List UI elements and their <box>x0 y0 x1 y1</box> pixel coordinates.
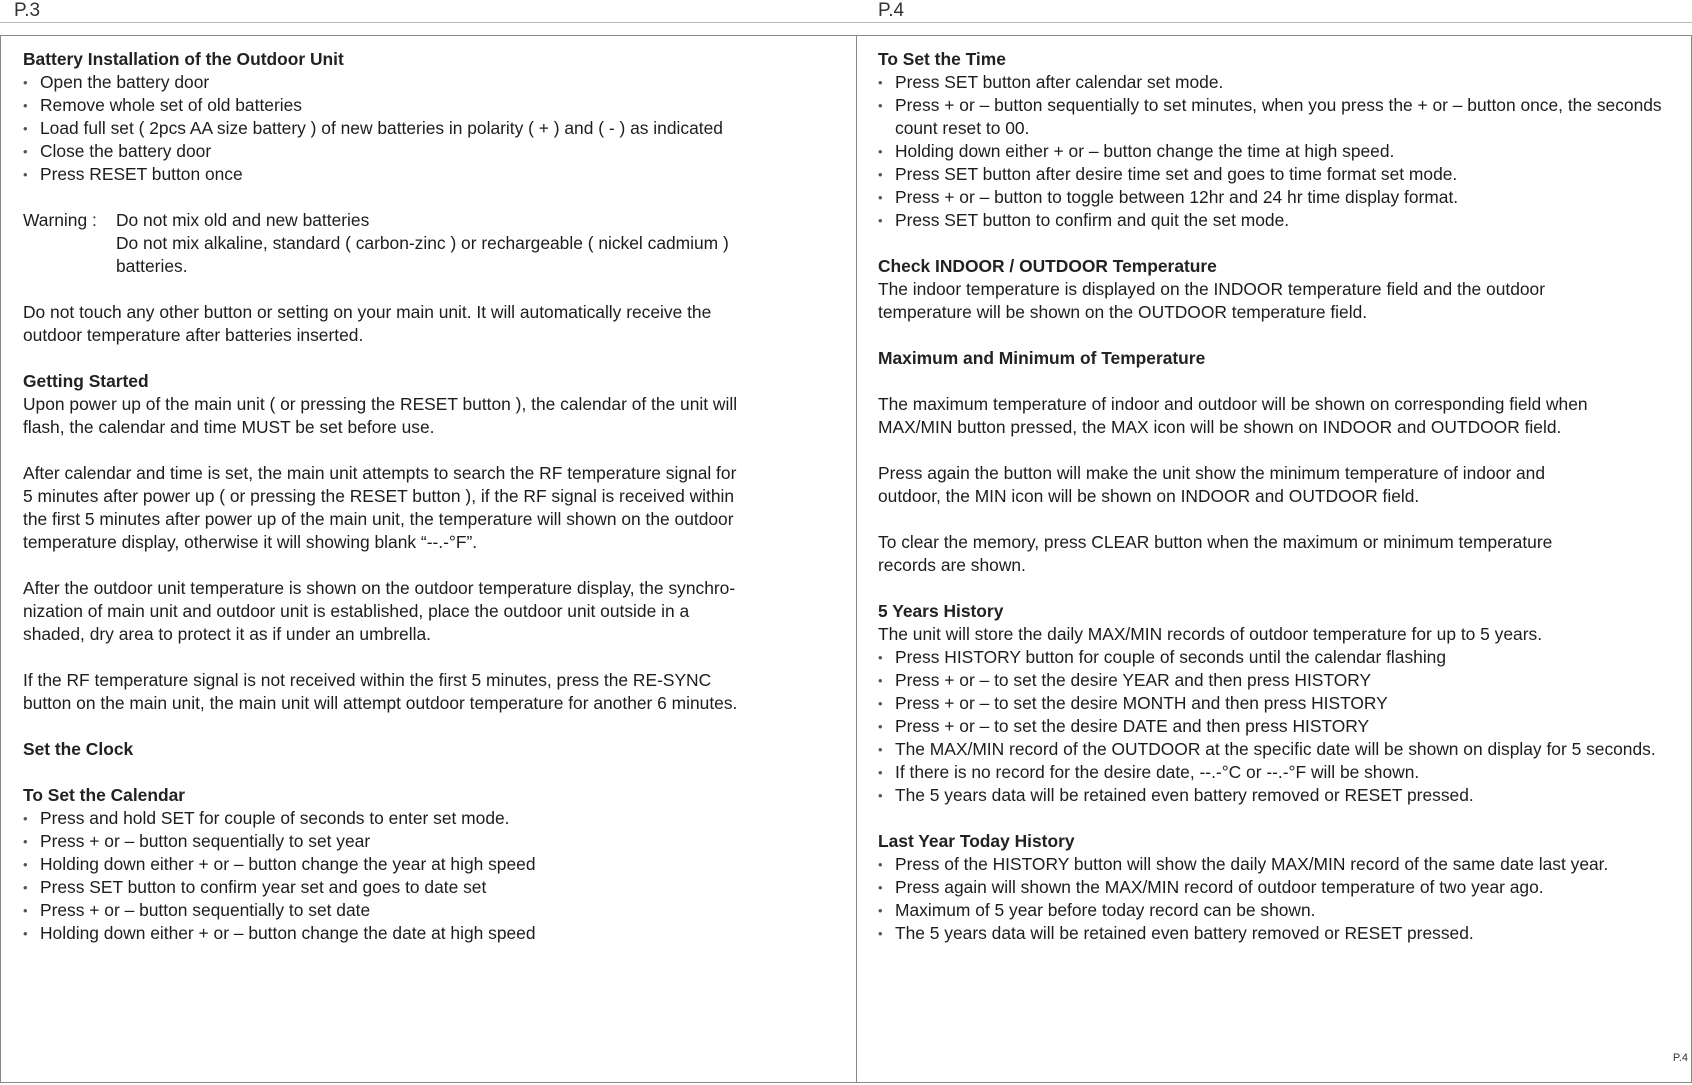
calendar-steps-list <box>23 807 843 945</box>
list-item: • The 5 years data will be retained even battery removed or RESET pressed. <box>878 922 1684 945</box>
corner-page-number: P.4 <box>1672 1052 1688 1064</box>
paragraph-line: MAX/MIN button pressed, the MAX icon will be shown on INDOOR and OUTDOOR field. <box>878 417 1562 437</box>
last-year-heading: Last Year Today History <box>878 831 1075 851</box>
page-number-left: P.3 <box>14 0 41 21</box>
last-year-steps-list <box>878 853 1684 945</box>
top-divider <box>0 22 1692 23</box>
list-item: • Press of the HISTORY button will show the daily MAX/MIN record of the same date last year. <box>878 853 1684 876</box>
right-page-content <box>878 48 1684 945</box>
paragraph-line: temperature will be shown on the OUTDOOR temperature field. <box>878 302 1368 322</box>
time-steps-list <box>878 71 1684 232</box>
list-item: • Maximum of 5 year before today record can be shown. <box>878 899 1684 922</box>
list-item: • The MAX/MIN record of the OUTDOOR at the specific date will be shown on display for 5 seconds. <box>878 738 1684 761</box>
paragraph-line: nization of main unit and outdoor unit is established, place the outdoor unit outside in a <box>23 601 690 621</box>
list-item: • Press + or – button to toggle between 12hr and 24 hr time display format. <box>878 186 1684 209</box>
getting-started-heading: Getting Started <box>23 371 149 391</box>
list-item: • Press and hold SET for couple of seconds to enter set mode. <box>23 807 843 830</box>
history-steps-list <box>878 646 1684 807</box>
left-page-content <box>23 48 843 945</box>
battery-steps-list <box>23 71 843 186</box>
paragraph-line: shaded, dry area to protect it as if under an umbrella. <box>23 624 431 644</box>
list-item: • Close the battery door <box>23 140 843 163</box>
paragraph-line: outdoor, the MIN icon will be shown on INDOOR and OUTDOOR field. <box>878 486 1420 506</box>
paragraph-line: button on the main unit, the main unit will attempt outdoor temperature for another 6 minutes. <box>23 693 738 713</box>
list-item: • Press HISTORY button for couple of seconds until the calendar flashing <box>878 646 1684 669</box>
warning-line: Do not mix alkaline, standard ( carbon-zinc ) or rechargeable ( nickel cadmium ) <box>116 233 729 253</box>
battery-heading: Battery Installation of the Outdoor Unit <box>23 49 344 69</box>
set-calendar-heading: To Set the Calendar <box>23 785 186 805</box>
list-item: • Press SET button after desire time set and goes to time format set mode. <box>878 163 1684 186</box>
list-item: • Press + or – button sequentially to set year <box>23 830 843 853</box>
paragraph-line: After the outdoor unit temperature is shown on the outdoor temperature display, the synchro- <box>23 578 736 598</box>
warning-label: Warning : <box>23 210 97 230</box>
paragraph-line: Do not touch any other button or setting on your main unit. It will automatically receive the <box>23 302 712 322</box>
list-item: • Holding down either + or – button change the date at high speed <box>23 922 843 945</box>
list-item: • Press + or – button sequentially to set date <box>23 899 843 922</box>
paragraph-line: the first 5 minutes after power up of the main unit, the temperature will shown on the outdoor <box>23 509 734 529</box>
paragraph-line: The maximum temperature of indoor and outdoor will be shown on corresponding field when <box>878 394 1588 414</box>
list-item: • Open the battery door <box>23 71 843 94</box>
paragraph-line: The indoor temperature is displayed on the INDOOR temperature field and the outdoor <box>878 279 1546 299</box>
list-item: • Press + or – to set the desire DATE and then press HISTORY <box>878 715 1684 738</box>
check-temperature-heading: Check INDOOR / OUTDOOR Temperature <box>878 256 1217 276</box>
history-heading: 5 Years History <box>878 601 1004 621</box>
warning-block <box>23 209 843 278</box>
list-item: • Press again will shown the MAX/MIN record of outdoor temperature of two year ago. <box>878 876 1684 899</box>
paragraph-line: After calendar and time is set, the main unit attempts to search the RF temperature signal for <box>23 463 737 483</box>
list-item: • The 5 years data will be retained even battery removed or RESET pressed. <box>878 784 1684 807</box>
list-item: • Load full set ( 2pcs AA size battery ) of new batteries in polarity ( + ) and ( - ) as indicated <box>23 117 843 140</box>
page-number-right: P.4 <box>878 0 905 21</box>
paragraph-line: temperature display, otherwise it will showing blank “--.-°F”. <box>23 532 478 552</box>
set-time-heading: To Set the Time <box>878 49 1006 69</box>
paragraph-line: outdoor temperature after batteries inserted. <box>23 325 364 345</box>
paragraph-line: The unit will store the daily MAX/MIN records of outdoor temperature for up to 5 years. <box>878 624 1543 644</box>
list-item: • Press RESET button once <box>23 163 843 186</box>
list-item: • Press + or – to set the desire MONTH and then press HISTORY <box>878 692 1684 715</box>
list-item: • Press SET button to confirm and quit the set mode. <box>878 209 1684 232</box>
paragraph-line: To clear the memory, press CLEAR button when the maximum or minimum temperature <box>878 532 1553 552</box>
paragraph-line: Upon power up of the main unit ( or pressing the RESET button ), the calendar of the unit will <box>23 394 738 414</box>
paragraph-line: 5 minutes after power up ( or pressing the RESET button ), if the RF signal is received within <box>23 486 735 506</box>
list-item: • Press SET button to confirm year set and goes to date set <box>23 876 843 899</box>
warning-line: batteries. <box>116 256 188 276</box>
list-item: • Press + or – button sequentially to set minutes, when you press the + or – button once, the seconds count reset to 00. <box>878 94 1684 140</box>
list-item: • Holding down either + or – button change the time at high speed. <box>878 140 1684 163</box>
paragraph-line: flash, the calendar and time MUST be set before use. <box>23 417 435 437</box>
warning-line: Do not mix old and new batteries <box>116 210 370 230</box>
list-item: • If there is no record for the desire date, --.-°C or --.-°F will be shown. <box>878 761 1684 784</box>
list-item: • Press SET button after calendar set mode. <box>878 71 1684 94</box>
paragraph-line: Press again the button will make the unit show the minimum temperature of indoor and <box>878 463 1545 483</box>
list-item: • Remove whole set of old batteries <box>23 94 843 117</box>
list-item: • Holding down either + or – button change the year at high speed <box>23 853 843 876</box>
list-item: • Press + or – to set the desire YEAR and then press HISTORY <box>878 669 1684 692</box>
set-clock-heading: Set the Clock <box>23 739 134 759</box>
maxmin-heading: Maximum and Minimum of Temperature <box>878 348 1206 368</box>
paragraph-line: If the RF temperature signal is not received within the first 5 minutes, press the RE-SYNC <box>23 670 712 690</box>
paragraph-line: records are shown. <box>878 555 1026 575</box>
